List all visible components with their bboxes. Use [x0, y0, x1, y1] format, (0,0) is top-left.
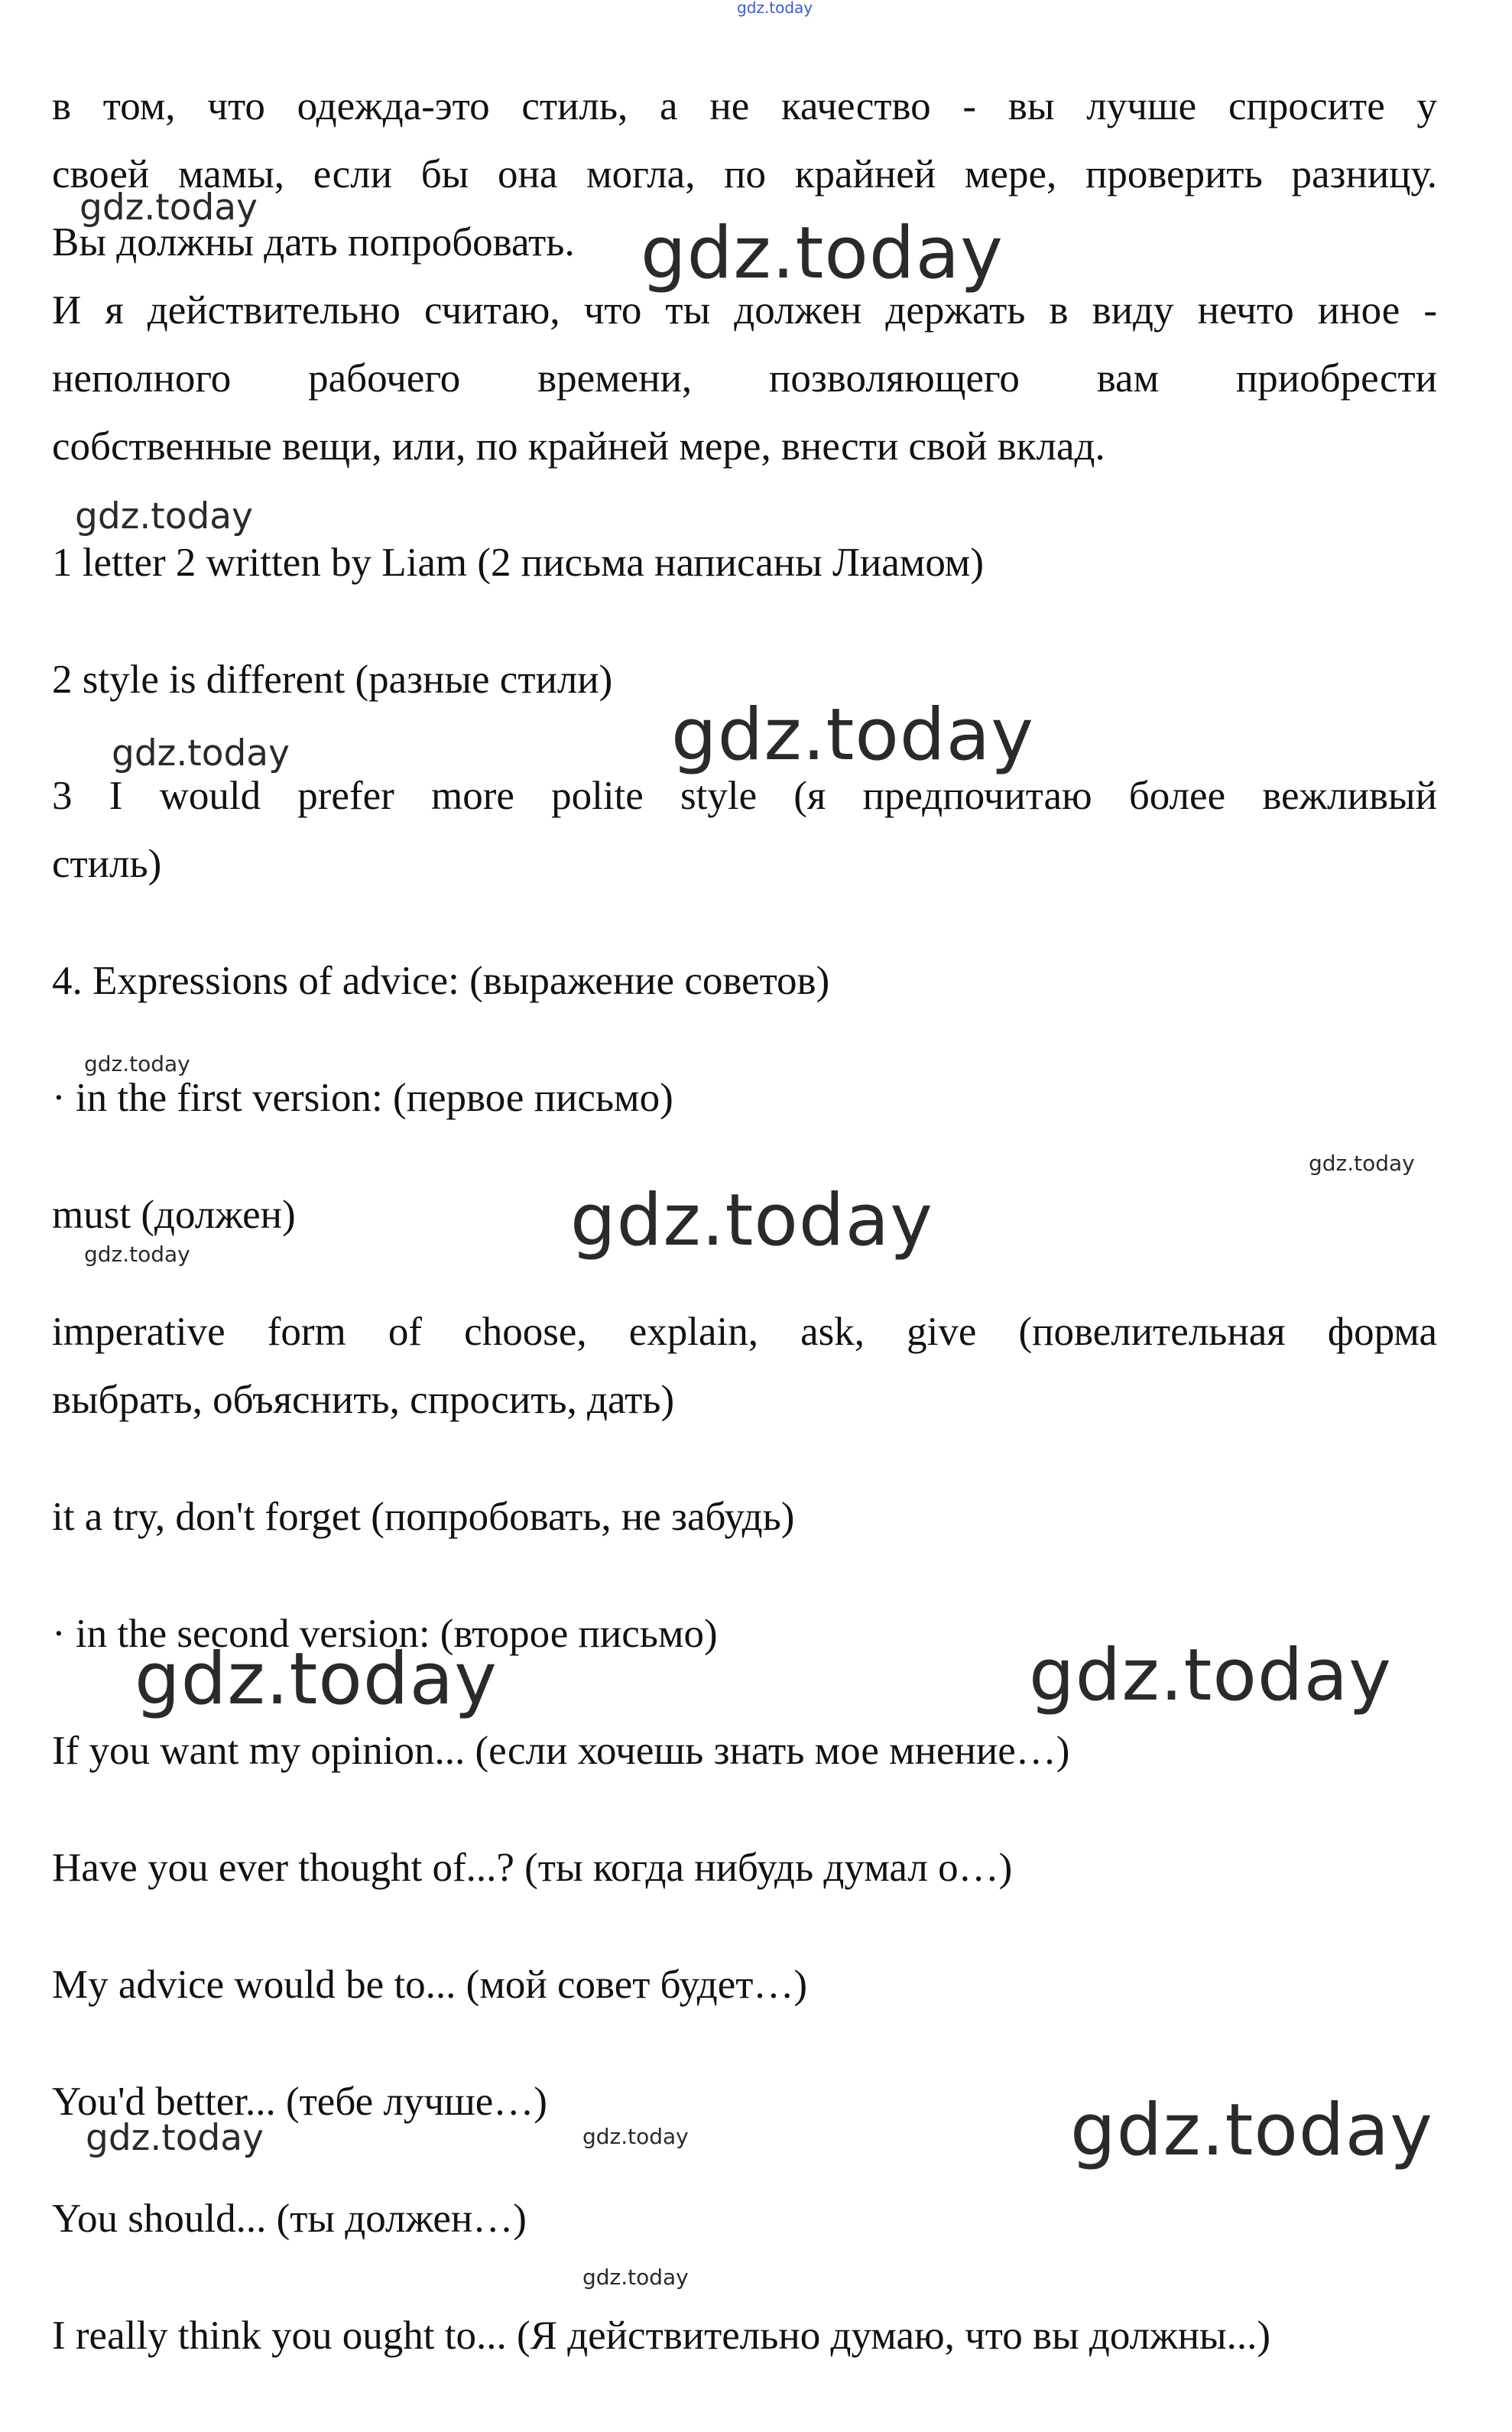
list-item: You'd better... (тебе лучше…) [52, 2080, 547, 2124]
list-item: imperative form of choose, explain, ask, give (повелительная форма [52, 1310, 1437, 1354]
text-line: неполного рабочего времени, позволяющего вам приобрести [52, 356, 1437, 401]
list-item: My advice would be to... (мой совет будет…) [52, 1963, 808, 2007]
watermark: gdz.today [84, 1242, 190, 1267]
watermark: gdz.today [84, 1051, 190, 1076]
watermark: gdz.today [641, 212, 1004, 295]
list-item: must (должен) [52, 1193, 296, 1237]
list-item: · in the first version: (первое письмо) [52, 1076, 673, 1120]
watermark: gdz.today [1029, 1634, 1392, 1717]
list-item: I really think you ought to... (Я действительно думаю, что вы должны...) [52, 2313, 1271, 2358]
watermark: gdz.today [737, 0, 813, 17]
list-item: выбрать, объяснить, спросить, дать) [52, 1378, 675, 1422]
text-line: собственные вещи, или, по крайней мере, внести свой вклад. [52, 424, 1105, 469]
watermark: gdz.today [75, 495, 253, 537]
answer-line: стиль) [52, 842, 162, 886]
answer-line: 1 letter 2 written by Liam (2 письма написаны Лиамом) [52, 541, 984, 585]
text-line: в том, что одежда-это стиль, а не качество - вы лучше спросите у [52, 84, 1437, 128]
list-item: · in the second version: (второе письмо) [52, 1612, 718, 1656]
list-item: it a try, don't forget (попробовать, не забудь) [52, 1495, 795, 1539]
watermark: gdz.today [86, 2117, 264, 2159]
watermark: gdz.today [582, 2265, 689, 2290]
text-line: Вы должны дать попробовать. [52, 220, 575, 265]
watermark: gdz.today [1070, 2089, 1433, 2172]
text-line: И я действительно считаю, что ты должен держать в виду нечто иное - [52, 288, 1437, 333]
watermark: gdz.today [112, 732, 290, 774]
text-line: своей мамы, если бы она могла, по крайней мере, проверить разницу. [52, 152, 1437, 196]
list-item: Have you ever thought of...? (ты когда нибудь думал о…) [52, 1846, 1013, 1890]
watermark: gdz.today [671, 693, 1034, 777]
watermark: gdz.today [135, 1638, 498, 1721]
list-item: You should... (ты должен…) [52, 2197, 527, 2241]
watermark: gdz.today [582, 2124, 689, 2149]
answer-line: 2 style is different (разные стили) [52, 658, 613, 702]
watermark: gdz.today [79, 187, 258, 229]
watermark: gdz.today [570, 1179, 933, 1262]
list-item: If you want my opinion... (если хочешь знать мое мнение…) [52, 1729, 1070, 1773]
answer-line: 3 I would prefer more polite style (я предпочитаю более вежливый [52, 774, 1437, 818]
watermark: gdz.today [1309, 1151, 1415, 1176]
section-heading: 4. Expressions of advice: (выражение советов) [52, 959, 830, 1003]
